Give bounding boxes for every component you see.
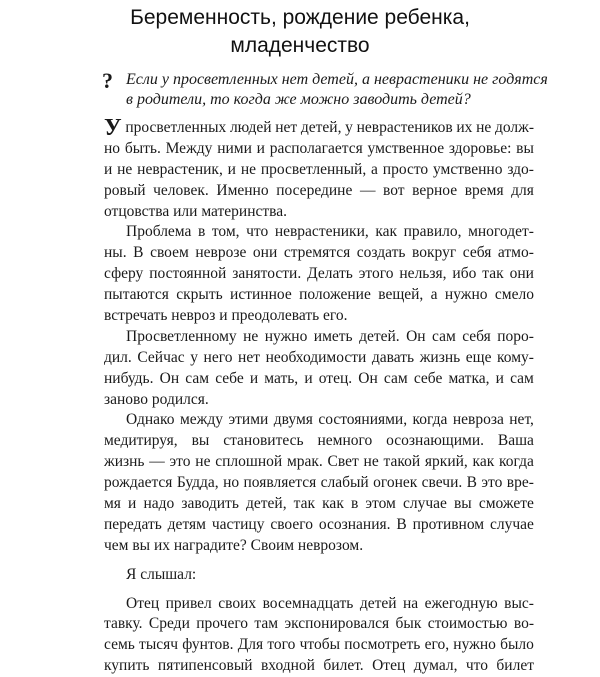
text-line [104, 594, 534, 615]
text-line [104, 264, 534, 285]
word: чтобы [299, 636, 341, 654]
word: этом [365, 495, 396, 513]
paragraph-gap [104, 557, 534, 565]
word: стоимостью [427, 615, 508, 633]
word: вот [383, 181, 405, 199]
text-line [104, 452, 534, 473]
word: В [133, 244, 144, 262]
word: не [240, 160, 256, 178]
word: сферу [104, 265, 144, 283]
word: людей [229, 119, 272, 136]
word: в [197, 223, 206, 241]
word: детям [167, 515, 206, 533]
line-text: Я слышал: [126, 565, 197, 583]
word: своего [270, 515, 313, 533]
text-line [104, 115, 534, 141]
word: сам [383, 369, 408, 387]
word: не [117, 160, 133, 178]
word: Отец [126, 594, 160, 612]
paragraph [104, 565, 534, 586]
paragraph [104, 594, 534, 677]
word: когда [499, 453, 534, 471]
word: становитесь [223, 432, 304, 450]
word: огонек [373, 474, 418, 492]
word: умственно [433, 160, 503, 178]
word: и [128, 495, 137, 513]
word: неврастеник, [137, 160, 223, 178]
word: входной [260, 657, 315, 675]
word: и [304, 369, 313, 387]
word: купить [104, 657, 150, 675]
word: в [350, 495, 359, 513]
word: тысяч [139, 636, 179, 654]
word: фунтов. [182, 636, 234, 654]
word: прочего [196, 615, 249, 633]
word: правило, [403, 223, 462, 241]
paragraph [104, 327, 534, 411]
word: матка, [448, 369, 490, 387]
word: и [256, 139, 265, 157]
word: детей. [359, 327, 400, 345]
text-line [104, 410, 534, 431]
word: выс- [504, 594, 534, 612]
word: того [267, 636, 296, 654]
word: во- [513, 615, 534, 633]
text-line [104, 515, 534, 536]
word: осознания. [318, 515, 391, 533]
word: Он [406, 327, 426, 345]
word: пытаются [104, 286, 169, 304]
drop-cap: У [104, 115, 122, 141]
word: восемнадцать [262, 594, 354, 612]
chapter-title-line-2: младенчество [230, 34, 370, 57]
word: вы [191, 432, 210, 450]
line-text: отцовства или материнства. [104, 202, 288, 220]
word: нет, [509, 411, 534, 429]
word: этого [358, 265, 394, 283]
word: посмотреть [344, 636, 421, 654]
word: Сейчас [137, 348, 185, 366]
word: на [403, 594, 419, 612]
text-line [104, 181, 534, 202]
text-line [104, 243, 534, 264]
question-line-2: в родители, то когда же можно заводить детей? [126, 91, 471, 108]
word: вы [516, 139, 534, 157]
line-text: чем вы их наградите? Своим неврозом. [104, 536, 364, 554]
word: ежегодную [424, 594, 498, 612]
word: двумя [273, 411, 313, 429]
word: время [464, 181, 504, 199]
word: просветленный, [260, 160, 367, 178]
word: экспонировался [284, 615, 390, 633]
word: пятипенсовый [157, 657, 253, 675]
word: частицу [211, 515, 265, 533]
word: такой [383, 453, 421, 471]
word: не [195, 453, 211, 471]
word: у [190, 348, 198, 366]
paragraph [104, 115, 534, 222]
word: детей, [300, 119, 342, 136]
word: вы [453, 495, 472, 513]
line-text: встречать невроз и преодолевать его. [104, 307, 348, 325]
word: быть. [124, 139, 161, 157]
text-line [104, 306, 534, 327]
text-line [104, 222, 534, 243]
word: это [169, 453, 191, 471]
word: человек. [153, 181, 209, 199]
word: положение [299, 286, 371, 304]
word: нужно [453, 636, 496, 654]
word: яркий, [424, 453, 468, 471]
word: медитируя, [104, 432, 178, 450]
word: противном [412, 515, 485, 533]
word: Отец [372, 657, 406, 675]
word: билет. [323, 657, 364, 675]
word: жизнь [104, 453, 145, 471]
word: просветленных [125, 119, 227, 136]
answer-body [104, 115, 534, 677]
word: детей, [245, 495, 287, 513]
word: немного [317, 432, 373, 450]
word: просто [382, 160, 429, 178]
word: сплошной [215, 453, 283, 471]
text-line [104, 473, 534, 494]
word: они [252, 244, 278, 262]
word: случае [402, 495, 447, 513]
word: думал, [413, 657, 458, 675]
paragraph-gap [104, 586, 534, 594]
word: своем [150, 244, 189, 262]
word: необходимости [265, 348, 367, 366]
word: умственное [367, 139, 445, 157]
word: Именно [216, 181, 269, 199]
word: невроза [452, 411, 504, 429]
word: случае [489, 515, 534, 533]
word: Однако [126, 411, 175, 429]
word: Будда, [176, 474, 219, 492]
word: а [371, 160, 378, 178]
word: неврозе [195, 244, 247, 262]
word: сможете [478, 495, 534, 513]
word: рождается [104, 474, 173, 492]
word: — [359, 181, 376, 199]
word: свечи. [421, 474, 463, 492]
word: В [396, 515, 407, 533]
word: стремятся [283, 244, 351, 262]
word: Ваша [497, 432, 534, 450]
word: неврастеники, [274, 223, 369, 241]
word: иметь [313, 327, 353, 345]
word: что [246, 223, 269, 241]
text-line [104, 565, 534, 586]
word: сам [185, 369, 210, 387]
question-line-1: Если у просветленных нет детей, а неврастеники не годятся [126, 71, 548, 88]
word: Для [237, 636, 264, 654]
word: это [481, 474, 503, 492]
word: себя [462, 244, 492, 262]
word: как [375, 223, 398, 241]
word: когда [412, 411, 448, 429]
paragraph [104, 410, 534, 556]
word: ними [217, 139, 252, 157]
word: ибо [452, 265, 477, 283]
word: еще [465, 348, 492, 366]
text-line [104, 369, 534, 390]
paragraph [104, 222, 534, 326]
word: появляется [243, 474, 317, 492]
word: а [430, 286, 438, 304]
word: здоровье: [448, 139, 512, 157]
word: жизнь [419, 348, 461, 366]
text-line [104, 431, 534, 452]
word: билет [496, 657, 534, 675]
word: вокруг [412, 244, 457, 262]
word: между [179, 411, 224, 429]
word: вещей, [378, 286, 424, 304]
word: не [363, 453, 379, 471]
text-line [104, 635, 534, 656]
word: сам [510, 369, 534, 387]
word: своих [218, 594, 257, 612]
word: осознающими. [386, 432, 484, 450]
word: Он [358, 369, 378, 387]
word: их [456, 119, 473, 136]
word: ровый [104, 181, 146, 199]
text-line [104, 494, 534, 515]
word: что [465, 657, 488, 675]
text-line [104, 656, 534, 677]
word: поро- [497, 327, 534, 345]
word: атмо- [497, 244, 534, 262]
word: там [254, 615, 279, 633]
word: себе [413, 369, 443, 387]
word: Просветленному [126, 327, 237, 345]
word: заводить [181, 495, 239, 513]
word: Он [159, 369, 180, 387]
text-line [104, 202, 534, 223]
word: отец. [318, 369, 353, 387]
word: кому- [497, 348, 534, 366]
word: Свет [327, 453, 359, 471]
word: этими [228, 411, 269, 429]
line-text: заново родился. [104, 390, 209, 408]
word: нельзя, [399, 265, 447, 283]
word: вре- [506, 474, 534, 492]
word: Среди [148, 615, 190, 633]
word: так [482, 265, 504, 283]
word: Проблема [126, 223, 192, 241]
word: посередине [276, 181, 353, 199]
word: у [345, 119, 353, 136]
word: состояниями, [318, 411, 408, 429]
word: привел [165, 594, 212, 612]
word: себя [462, 327, 491, 345]
word: постоянной [149, 265, 227, 283]
text-line [104, 160, 534, 181]
word: нужно [444, 286, 488, 304]
word: так [293, 495, 316, 513]
word: неврастеников [356, 119, 453, 136]
question-text [126, 70, 548, 110]
word: долж- [494, 119, 534, 136]
word: и [495, 369, 504, 387]
word: скрыть [176, 286, 223, 304]
word: — [149, 453, 165, 471]
word: как [322, 495, 344, 513]
word: здо- [507, 160, 534, 178]
word: и [104, 160, 113, 178]
word: нужно [264, 327, 308, 345]
word: не [243, 327, 259, 345]
word: том, [211, 223, 240, 241]
word: его, [424, 636, 450, 654]
word: нет [275, 119, 298, 136]
word: Делать [307, 265, 353, 283]
word: мать, [264, 369, 299, 387]
text-line [104, 327, 534, 348]
text-line [104, 348, 534, 369]
word: семь [104, 636, 135, 654]
word: верное [412, 181, 458, 199]
word: располагается [269, 139, 363, 157]
word: для [511, 181, 534, 199]
word: нибудь. [104, 369, 154, 387]
text-line [104, 536, 534, 557]
text-line [104, 285, 534, 306]
text-line [104, 390, 534, 411]
word: бык [395, 615, 422, 633]
word: многодет- [468, 223, 534, 241]
word: нет [238, 348, 260, 366]
word: себе [215, 369, 244, 387]
word: как [472, 453, 495, 471]
word: и [227, 160, 236, 178]
word: дил. [104, 348, 132, 366]
word: мя [104, 495, 121, 513]
chapter-title [0, 4, 600, 60]
word: надо [143, 495, 175, 513]
word: В [466, 474, 477, 492]
word: истинное [230, 286, 292, 304]
word: и [249, 369, 259, 387]
word: сам [432, 327, 456, 345]
question-block [102, 68, 548, 110]
word: передать [104, 515, 162, 533]
word: ны. [104, 244, 127, 262]
chapter-title-line-1: Беременность, рождение ребенка, [130, 6, 470, 29]
word: не [476, 119, 492, 136]
word: занятости. [232, 265, 302, 283]
word: тавку. [104, 615, 143, 633]
word: но [223, 474, 240, 492]
word: но [104, 139, 121, 157]
word: было [500, 636, 534, 654]
word: давать [371, 348, 415, 366]
text-line [104, 139, 534, 160]
word: детей [359, 594, 397, 612]
text-line [104, 614, 534, 635]
word: создать [356, 244, 406, 262]
word: слабый [320, 474, 369, 492]
word: они [509, 265, 534, 283]
word: Между [165, 139, 213, 157]
word: него [203, 348, 233, 366]
word: мрак. [286, 453, 323, 471]
word: смело [494, 286, 534, 304]
question-mark: ? [102, 68, 113, 93]
